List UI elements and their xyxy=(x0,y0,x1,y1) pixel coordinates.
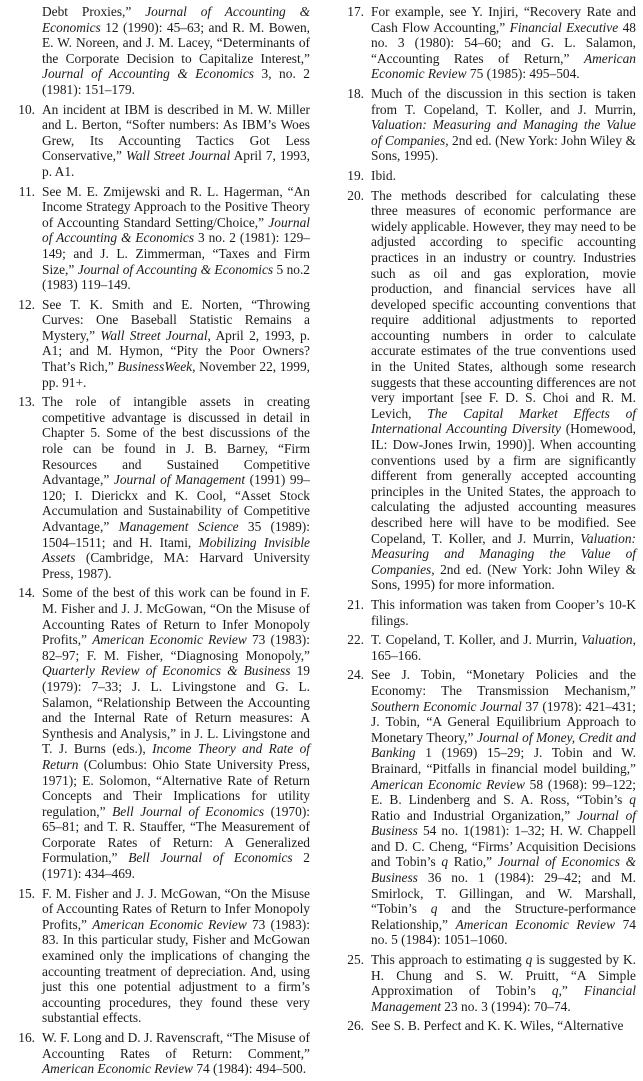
note-text: , November 22, 1999, pp. 91+. xyxy=(42,359,310,390)
endnote-number: 14. xyxy=(18,585,35,601)
italic-title: Journal of Accounting & Economics xyxy=(42,4,310,35)
note-text: (Homewood, IL: Dow-Jones Irwin, 1990)]. When accounting conventions used by a firm are significantly different from generally accepted accounting principles in the United States, the approach to calculating the adjusted accounting measures described here will have to be modified. See Copeland, T. Koller, and J. Murrin, xyxy=(371,421,636,546)
note-text: 74 no. 5 (1984): 1051–1060. xyxy=(371,916,636,948)
note-text: This information was taken from Cooper’s 10-K filings. xyxy=(371,596,636,628)
endnote-number: 17. xyxy=(347,4,364,19)
note-text: (Cambridge, MA: Harvard University Press, 1987). xyxy=(42,550,310,581)
endnote-number: 25. xyxy=(347,952,364,968)
italic-title: Financial Executive xyxy=(509,19,619,35)
italic-title: Southern Economic Journal xyxy=(371,698,522,714)
endnote-number: 20. xyxy=(347,187,364,203)
note-text: 5 no.2 (1983) 119–149. xyxy=(42,261,311,293)
italic-title: American Economic Review xyxy=(371,50,636,82)
note-text: 36 no. 1 (1984): 29–42; and M. Smirlock, T. Gillingan, and W. Marshall, “Tobin’s xyxy=(371,870,636,917)
endnote-21 xyxy=(334,597,636,628)
note-text: is suggested by K. H. Chung and S. W. Pruitt, “A Simple Approximation of Tobin’s xyxy=(371,952,636,999)
note-text: See J. Tobin, “Monetary Policies and the Economy: The Transmission Mechanism,” xyxy=(371,667,636,698)
note-text: ,” xyxy=(558,983,584,999)
endnote-22 xyxy=(334,632,636,663)
note-text: (1991) 99–120; I. Dierickx and K. Cool, “Asset Stock Accumulation and Sustainability of Competitive Advantage,” xyxy=(42,472,310,534)
endnote-13 xyxy=(5,394,310,581)
italic-title: Bell Journal of Economics xyxy=(112,803,265,819)
endnote-number: 12. xyxy=(18,296,35,312)
note-text: Some of the best of this work can be found in F. M. Fisher and J. J. McGowan, “On the Misuse of Accounting Rates of Return to Infer Monopoly Profits,” xyxy=(42,585,310,648)
notes-column-right xyxy=(334,4,636,1038)
endnote-number: 21. xyxy=(347,596,364,612)
endnote-12 xyxy=(5,297,310,391)
italic-title: Journal of Accounting & Economics xyxy=(77,261,274,277)
endnote-17 xyxy=(334,4,636,82)
note-text: 73 (1983): 83. In this particular study, Fisher and McGowan examined only the implications of changing the accounting treatment of depreciation. And, using just this one potential adjustment to a firm’s accounting procedures, they found these very substantial effects. xyxy=(42,916,310,1026)
italic-title: Mobilizing Invisible Assets xyxy=(42,534,310,566)
italic-title: Valuation xyxy=(581,632,633,648)
note-text: 3 no. 2 (1981): 129–149; and J. L. Zimmerman, “Taxes and Firm Size,” xyxy=(42,230,310,277)
italic-title: Financial Management xyxy=(371,983,636,1014)
note-text: 37 (1978): 421–431; J. Tobin, “A General Equilibrium Approach to Monetary Theory,” xyxy=(371,698,636,745)
italic-title: Journal of Business xyxy=(371,807,636,839)
endnote-16 xyxy=(5,1030,310,1077)
italic-title: Management Science xyxy=(118,519,239,534)
note-text: (1970): 65–81; and T. R. Stauffer, “The Measurement of Corporate Rates of Return: A Generalized Formulation,” xyxy=(42,803,310,866)
endnote-continuation xyxy=(5,4,310,98)
endnote-number: 16. xyxy=(18,1030,35,1045)
notes-column-left xyxy=(5,4,310,1081)
note-text: 48 no. 3 (1980): 54–60; and G. L. Salamon, “Accounting Rates of Return,” xyxy=(371,19,636,66)
endnote-25 xyxy=(334,952,636,1014)
note-text: The methods described for calculating these three measures of economic performance are widely applicable. However, they may need to be adjusted according to specific accounting practices in an industry or country. Industries such as oil and gas exploration, movie production, and financial services have all developed specific accounting conventions that require additional adjustments to reported accounting numbers in order to calculate accurate estimates of the true conventions used in the United States, although some research suggests that these accounting differences are not very important [see F. D. S. Choi and R. M. Levich, xyxy=(371,187,636,421)
italic-title: Wall Street Journal xyxy=(125,148,231,164)
note-text: Ratio,” xyxy=(448,854,498,870)
italic-title: Quarterly Review of Economics & Business xyxy=(42,663,291,679)
note-text: 19 (1979): 7–33; J. L. Livingstone and G. L. Salamon, “Relationship Between the Accounting and the Internal Rate of Return measures: A Synthesis and Analysis,” in J. L. Livingstone and T. J. Burns (eds.), xyxy=(42,663,310,757)
italic-title: q xyxy=(629,792,636,808)
endnote-number: 18. xyxy=(347,85,364,101)
italic-title: American Economic Review xyxy=(92,916,247,932)
note-text: 54 no. 1(1981): 1–32; H. W. Chappell and D. C. Cheng, “Firms’ Acquisition Decisions and Tobin’s xyxy=(371,823,636,870)
italic-title: q xyxy=(525,952,533,968)
endnote-number: 24. xyxy=(347,667,364,683)
endnote-20 xyxy=(334,188,636,593)
endnote-11 xyxy=(5,184,310,293)
note-text: F. M. Fisher and J. J. McGowan, “On the Misuse of Accounting Rates of Return to Infer Monopoly Profits,” xyxy=(42,885,310,932)
endnote-number: 11. xyxy=(18,183,35,199)
endnote-19 xyxy=(334,168,636,184)
note-text: See S. B. Perfect and K. K. Wiles, “Alternative xyxy=(371,1018,624,1034)
note-text: 35 (1989): 1504–1511; and H. Itami, xyxy=(42,519,310,550)
endnote-number: 26. xyxy=(347,1018,364,1034)
endnote-number: 19. xyxy=(347,167,364,183)
note-text: Ratio and Industrial Organization,” xyxy=(371,807,578,823)
italic-title: American Economic Review xyxy=(371,776,525,792)
italic-title: Journal of Management xyxy=(113,472,246,488)
note-text: 74 (1984): 494–500. xyxy=(192,1061,307,1077)
italic-title: q xyxy=(551,983,559,999)
note-text: , April 2, 1993, p. A1; and M. Hymon, “Pity the Poor Owners? That’s Rich,” xyxy=(42,327,310,375)
italic-title: Journal of Accounting & Economics xyxy=(42,214,310,246)
endnote-number: 15. xyxy=(18,885,35,901)
italic-title: Valuation: Measuring and Managing the Value of Companies xyxy=(371,117,636,148)
endnote-15 xyxy=(5,886,310,1026)
italic-title: Valuation: Measuring and Managing the Value of Companies xyxy=(371,530,636,577)
italic-title: Journal of Money, Credit and Banking xyxy=(371,729,636,761)
note-text: The role of intangible assets in creating competitive advantage is discussed in detail in Chapter 5. Some of the best discussions of the role can be found in J. B. Barney, “Firm Resources and Sustained Competitive Advantage,” xyxy=(42,394,310,488)
note-text: (Columbus: Ohio State University Press, 1971); E. Solomon, “Alternative Rate of Return Concepts and Their Implications for utility regulation,” xyxy=(42,756,310,819)
note-text: 75 (1985): 495–504. xyxy=(466,66,580,82)
note-text: 58 (1968): 99–122; E. B. Lindenberg and S. A. Ross, “Tobin’s xyxy=(371,776,636,808)
note-text: See M. E. Zmijewski and R. L. Hagerman, “An Income Strategy Approach to the Positive Theory of Accounting Standard Setting/Choice,” xyxy=(42,183,310,230)
note-text: This approach to estimating xyxy=(371,952,526,968)
endnote-24 xyxy=(334,667,636,948)
note-text: Ibid. xyxy=(371,167,396,183)
note-text: , 2nd ed. (New York: John Wiley & Sons, 1995). xyxy=(371,132,636,164)
note-text: 2 (1971): 434–469. xyxy=(42,850,310,882)
endnote-14 xyxy=(5,585,310,881)
note-text: 3, no. 2 (1981): 151–179. xyxy=(42,66,310,97)
note-text: 73 (1983): 82–97; F. M. Fisher, “Diagnosing Monopoly,” xyxy=(42,632,310,663)
endnote-number: 10. xyxy=(18,101,35,117)
endnote-number: 22. xyxy=(347,632,364,648)
note-text: Much of the discussion in this section is taken from T. Copeland, T. Koller, and J. Murrin, xyxy=(371,85,636,117)
italic-title: American Economic Review xyxy=(455,916,616,932)
italic-title: American Economic Review xyxy=(92,632,247,648)
note-text: April 7, 1993, p. A1. xyxy=(42,148,310,179)
note-text: and the Structure-performance Relationship,” xyxy=(371,901,636,932)
italic-title: Bell Journal of Economics xyxy=(128,850,293,866)
note-text: For example, see Y. Injiri, “Recovery Rate and Cash Flow Accounting,” xyxy=(371,4,636,35)
note-text: T. Copeland, T. Koller, and J. Murrin, xyxy=(371,632,582,648)
italic-title: Income Theory and Rate of Return xyxy=(42,741,310,772)
italic-title: Journal of Economics & Business xyxy=(371,854,636,886)
note-text: , 165–166. xyxy=(371,632,636,663)
italic-title: q xyxy=(430,901,438,917)
endnote-number: 13. xyxy=(18,394,35,410)
note-text: 12 (1990): 45–63; and R. M. Bowen, E. W. Noreen, and J. M. Lacey, “Determinants of the Corporate Decision to Capitalize Interest,” xyxy=(42,19,310,66)
note-text: Debt Proxies,” xyxy=(42,4,146,19)
note-text: , 2nd ed. (New York: John Wiley & Sons, 1995) for more information. xyxy=(371,561,636,593)
endnote-26 xyxy=(334,1018,636,1034)
note-text: See T. K. Smith and E. Norten, “Throwing Curves: One Baseball Statistic Remains a Mystery,” xyxy=(42,296,310,343)
endnote-18 xyxy=(334,86,636,164)
note-text: An incident at IBM is described in M. W. Miller and L. Berton, “Softer numbers: As IBM’s Woes Grew, Its Accounting Tactics Got Less Conservative,” xyxy=(42,101,310,164)
italic-title: Wall Street Journal xyxy=(100,327,208,343)
note-text: 23 no. 3 (1994): 70–74. xyxy=(440,998,571,1014)
italic-title: q xyxy=(441,854,449,870)
italic-title: BusinessWeek xyxy=(117,359,193,375)
endnote-10 xyxy=(5,102,310,180)
italic-title: The Capital Market Effects of International Accounting Diversity xyxy=(371,405,636,437)
note-text: 1 (1969) 15–29; J. Tobin and W. Brainard, “Pitfalls in financial model building,” xyxy=(371,745,636,776)
italic-title: American Economic Review xyxy=(42,1061,193,1077)
italic-title: Journal of Accounting & Economics xyxy=(42,66,254,82)
note-text: W. F. Long and D. J. Ravenscraft, “The Misuse of Accounting Rates of Return: Comment,” xyxy=(42,1030,310,1061)
